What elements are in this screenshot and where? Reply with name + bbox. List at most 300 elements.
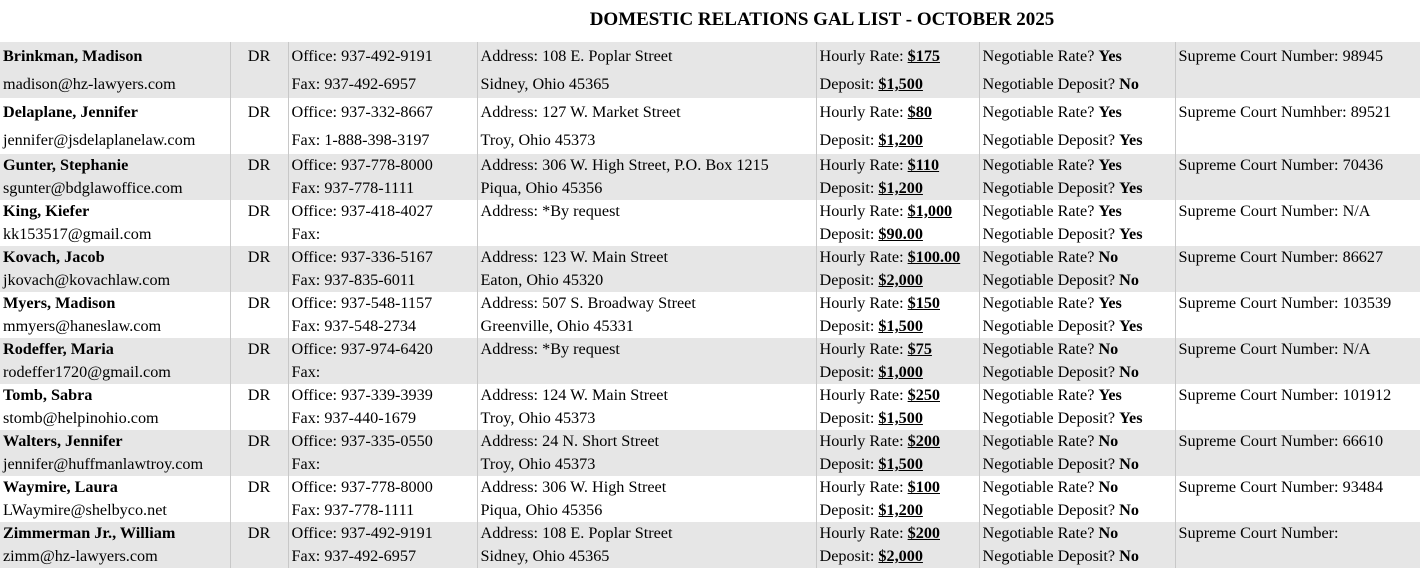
table-row bbox=[0, 338, 1420, 384]
negotiable-cell bbox=[979, 292, 1175, 338]
address-line-2: Sidney, Ohio 45365 bbox=[480, 547, 610, 565]
phone-cell bbox=[288, 154, 477, 200]
negotiable-rate-line bbox=[983, 292, 1175, 315]
negotiable-cell bbox=[979, 338, 1175, 384]
case-type: DR bbox=[247, 156, 271, 174]
name-cell bbox=[0, 430, 230, 476]
attorney-name: Myers, Madison bbox=[3, 294, 116, 312]
negotiable-cell bbox=[979, 200, 1175, 246]
phone-cell bbox=[288, 338, 477, 384]
negotiable-rate-line bbox=[983, 430, 1175, 453]
phone-cell bbox=[288, 292, 477, 338]
fax-number: Fax: bbox=[291, 225, 321, 243]
hourly-rate-label: Hourly Rate: bbox=[819, 202, 908, 220]
negotiable-deposit-line bbox=[983, 361, 1175, 384]
hourly-rate-value: $110 bbox=[907, 156, 940, 174]
hourly-rate-value: $80 bbox=[907, 103, 932, 121]
address-cell bbox=[477, 476, 816, 522]
gal-table bbox=[0, 42, 1420, 568]
table-row bbox=[0, 522, 1420, 568]
attorney-name: Walters, Jennifer bbox=[3, 432, 123, 450]
negotiable-rate-line bbox=[983, 384, 1175, 407]
address-line-1: Address: 507 S. Broadway Street bbox=[480, 294, 696, 312]
rate-cell bbox=[816, 200, 979, 246]
case-type: DR bbox=[247, 294, 271, 312]
office-phone: Office: 937-492-9191 bbox=[291, 47, 433, 65]
address-cell bbox=[477, 246, 816, 292]
negotiable-rate-value: No bbox=[1098, 478, 1119, 496]
name-cell bbox=[0, 98, 230, 154]
case-type: DR bbox=[247, 202, 271, 220]
supreme-court-number: Supreme Court Number: 70436 bbox=[1178, 156, 1384, 174]
address-cell bbox=[477, 338, 816, 384]
deposit-value: $1,500 bbox=[878, 409, 923, 427]
negotiable-deposit-value: Yes bbox=[1119, 409, 1143, 427]
negotiable-deposit-line bbox=[983, 223, 1175, 246]
table-row bbox=[0, 154, 1420, 200]
address-line-1: Address: *By request bbox=[480, 202, 620, 220]
deposit-label: Deposit: bbox=[819, 131, 879, 149]
fax-number: Fax: 937-778-1111 bbox=[291, 179, 415, 197]
hourly-rate-value: $1,000 bbox=[907, 202, 953, 220]
office-phone: Office: 937-418-4027 bbox=[291, 202, 433, 220]
hourly-rate-line bbox=[820, 338, 979, 361]
deposit-label: Deposit: bbox=[819, 501, 879, 519]
address-cell bbox=[477, 522, 816, 568]
deposit-line bbox=[820, 545, 979, 568]
name-cell bbox=[0, 476, 230, 522]
email-address[interactable]: kk153517@gmail.com bbox=[3, 225, 152, 243]
hourly-rate-line bbox=[820, 42, 979, 70]
fax-number: Fax: 1-888-398-3197 bbox=[291, 131, 430, 149]
attorney-name: Waymire, Laura bbox=[3, 478, 118, 496]
office-phone: Office: 937-332-8667 bbox=[291, 103, 433, 121]
phone-cell bbox=[288, 98, 477, 154]
negotiable-deposit-value: No bbox=[1119, 501, 1139, 519]
negotiable-rate-line bbox=[983, 154, 1175, 177]
address-cell bbox=[477, 154, 816, 200]
hourly-rate-label: Hourly Rate: bbox=[819, 432, 908, 450]
email-address[interactable]: mmyers@haneslaw.com bbox=[3, 317, 162, 335]
negotiable-rate-value: Yes bbox=[1098, 103, 1122, 121]
table-row bbox=[0, 476, 1420, 522]
supreme-court-cell bbox=[1175, 292, 1420, 338]
negotiable-rate-label: Negotiable Rate? bbox=[982, 248, 1099, 266]
rate-cell bbox=[816, 338, 979, 384]
negotiable-cell bbox=[979, 430, 1175, 476]
supreme-court-number: Supreme Court Numhber: 89521 bbox=[1178, 103, 1392, 121]
negotiable-rate-value: No bbox=[1098, 524, 1119, 542]
deposit-line bbox=[820, 126, 979, 154]
office-phone: Office: 937-974-6420 bbox=[291, 340, 433, 358]
hourly-rate-label: Hourly Rate: bbox=[819, 248, 908, 266]
case-type: DR bbox=[247, 432, 271, 450]
rate-cell bbox=[816, 522, 979, 568]
supreme-court-cell bbox=[1175, 154, 1420, 200]
negotiable-deposit-label: Negotiable Deposit? bbox=[982, 225, 1120, 243]
rate-cell bbox=[816, 98, 979, 154]
negotiable-rate-line bbox=[983, 42, 1175, 70]
supreme-court-number: Supreme Court Number: 98945 bbox=[1178, 47, 1384, 65]
office-phone: Office: 937-778-8000 bbox=[291, 156, 433, 174]
negotiable-rate-line bbox=[983, 98, 1175, 126]
supreme-court-number: Supreme Court Number: 86627 bbox=[1178, 248, 1384, 266]
office-phone: Office: 937-339-3939 bbox=[291, 386, 433, 404]
negotiable-rate-label: Negotiable Rate? bbox=[982, 103, 1099, 121]
hourly-rate-line bbox=[820, 98, 979, 126]
supreme-court-number: Supreme Court Number: 66610 bbox=[1178, 432, 1384, 450]
hourly-rate-label: Hourly Rate: bbox=[819, 340, 908, 358]
address-cell bbox=[477, 42, 816, 98]
negotiable-deposit-label: Negotiable Deposit? bbox=[982, 131, 1120, 149]
negotiable-rate-label: Negotiable Rate? bbox=[982, 294, 1099, 312]
address-cell bbox=[477, 292, 816, 338]
negotiable-cell bbox=[979, 522, 1175, 568]
deposit-label: Deposit: bbox=[819, 271, 879, 289]
address-line-1: Address: 306 W. High Street, P.O. Box 1215 bbox=[480, 156, 769, 174]
table-row bbox=[0, 430, 1420, 476]
attorney-name: Delaplane, Jennifer bbox=[3, 103, 138, 121]
case-type-cell bbox=[230, 292, 288, 338]
negotiable-deposit-line bbox=[983, 499, 1175, 522]
name-cell bbox=[0, 246, 230, 292]
document-title: DOMESTIC RELATIONS GAL LIST - OCTOBER 2025 bbox=[589, 9, 1055, 30]
deposit-line bbox=[820, 70, 979, 98]
negotiable-rate-value: Yes bbox=[1098, 386, 1122, 404]
supreme-court-cell bbox=[1175, 384, 1420, 430]
negotiable-deposit-value: No bbox=[1119, 75, 1139, 93]
hourly-rate-line bbox=[820, 154, 979, 177]
rate-cell bbox=[816, 154, 979, 200]
office-phone: Office: 937-335-0550 bbox=[291, 432, 433, 450]
address-line-1: Address: *By request bbox=[480, 340, 620, 358]
name-cell bbox=[0, 338, 230, 384]
attorney-name: King, Kiefer bbox=[3, 202, 90, 220]
hourly-rate-line bbox=[820, 430, 979, 453]
deposit-line bbox=[820, 223, 979, 246]
attorney-name: Rodeffer, Maria bbox=[3, 340, 114, 358]
deposit-value: $90.00 bbox=[878, 225, 923, 243]
hourly-rate-value: $75 bbox=[907, 340, 932, 358]
email-address[interactable]: jennifer@jsdelaplanelaw.com bbox=[3, 131, 196, 149]
fax-number: Fax: 937-548-2734 bbox=[291, 317, 417, 335]
deposit-value: $1,500 bbox=[878, 317, 923, 335]
hourly-rate-label: Hourly Rate: bbox=[819, 294, 908, 312]
deposit-value: $1,500 bbox=[878, 75, 923, 93]
hourly-rate-line bbox=[820, 476, 979, 499]
negotiable-cell bbox=[979, 154, 1175, 200]
deposit-label: Deposit: bbox=[819, 547, 879, 565]
negotiable-deposit-line bbox=[983, 545, 1175, 568]
fax-number: Fax: 937-492-6957 bbox=[291, 547, 417, 565]
negotiable-deposit-line bbox=[983, 269, 1175, 292]
supreme-court-cell bbox=[1175, 246, 1420, 292]
address-line-1: Address: 108 E. Poplar Street bbox=[480, 47, 673, 65]
case-type: DR bbox=[247, 103, 271, 121]
address-line-1: Address: 127 W. Market Street bbox=[480, 103, 681, 121]
hourly-rate-line bbox=[820, 522, 979, 545]
hourly-rate-label: Hourly Rate: bbox=[819, 524, 908, 542]
negotiable-rate-label: Negotiable Rate? bbox=[982, 478, 1099, 496]
case-type: DR bbox=[247, 340, 271, 358]
name-cell bbox=[0, 200, 230, 246]
negotiable-deposit-line bbox=[983, 407, 1175, 430]
case-type: DR bbox=[247, 386, 271, 404]
hourly-rate-line bbox=[820, 292, 979, 315]
supreme-court-cell bbox=[1175, 200, 1420, 246]
address-cell bbox=[477, 430, 816, 476]
deposit-value: $2,000 bbox=[878, 547, 923, 565]
negotiable-deposit-line bbox=[983, 70, 1175, 98]
fax-number: Fax: 937-835-6011 bbox=[291, 271, 416, 289]
negotiable-deposit-label: Negotiable Deposit? bbox=[982, 271, 1120, 289]
attorney-name: Tomb, Sabra bbox=[3, 386, 93, 404]
case-type: DR bbox=[247, 478, 271, 496]
address-line-1: Address: 108 E. Poplar Street bbox=[480, 524, 673, 542]
name-cell bbox=[0, 384, 230, 430]
negotiable-rate-label: Negotiable Rate? bbox=[982, 524, 1099, 542]
negotiable-rate-line bbox=[983, 246, 1175, 269]
phone-cell bbox=[288, 246, 477, 292]
supreme-court-number: Supreme Court Number: 101912 bbox=[1178, 386, 1392, 404]
address-line-2: Troy, Ohio 45373 bbox=[480, 131, 596, 149]
hourly-rate-value: $100.00 bbox=[907, 248, 961, 266]
table-row bbox=[0, 246, 1420, 292]
negotiable-deposit-label: Negotiable Deposit? bbox=[982, 179, 1120, 197]
phone-cell bbox=[288, 200, 477, 246]
case-type-cell bbox=[230, 430, 288, 476]
email-address[interactable]: stomb@helpinohio.com bbox=[3, 409, 159, 427]
case-type: DR bbox=[247, 524, 271, 542]
deposit-line bbox=[820, 269, 979, 292]
address-line-1: Address: 123 W. Main Street bbox=[480, 248, 668, 266]
negotiable-cell bbox=[979, 384, 1175, 430]
office-phone: Office: 937-492-9191 bbox=[291, 524, 433, 542]
negotiable-deposit-value: Yes bbox=[1119, 317, 1143, 335]
hourly-rate-label: Hourly Rate: bbox=[819, 478, 908, 496]
fax-number: Fax: bbox=[291, 455, 321, 473]
address-cell bbox=[477, 384, 816, 430]
case-type-cell bbox=[230, 154, 288, 200]
negotiable-deposit-value: Yes bbox=[1119, 225, 1143, 243]
negotiable-deposit-value: No bbox=[1119, 547, 1139, 565]
case-type-cell bbox=[230, 338, 288, 384]
negotiable-rate-line bbox=[983, 338, 1175, 361]
hourly-rate-value: $175 bbox=[907, 47, 940, 65]
deposit-label: Deposit: bbox=[819, 317, 879, 335]
address-cell bbox=[477, 98, 816, 154]
supreme-court-number: Supreme Court Number: 103539 bbox=[1178, 294, 1392, 312]
deposit-line bbox=[820, 499, 979, 522]
phone-cell bbox=[288, 522, 477, 568]
supreme-court-cell bbox=[1175, 522, 1420, 568]
negotiable-rate-label: Negotiable Rate? bbox=[982, 340, 1099, 358]
hourly-rate-line bbox=[820, 200, 979, 223]
address-line-1: Address: 24 N. Short Street bbox=[480, 432, 659, 450]
rate-cell bbox=[816, 292, 979, 338]
hourly-rate-value: $150 bbox=[907, 294, 940, 312]
deposit-label: Deposit: bbox=[819, 455, 879, 473]
negotiable-rate-label: Negotiable Rate? bbox=[982, 156, 1099, 174]
table-row bbox=[0, 292, 1420, 338]
negotiable-rate-line bbox=[983, 200, 1175, 223]
case-type-cell bbox=[230, 200, 288, 246]
negotiable-rate-value: Yes bbox=[1098, 294, 1122, 312]
address-line-1: Address: 124 W. Main Street bbox=[480, 386, 668, 404]
address-line-2: Troy, Ohio 45373 bbox=[480, 409, 596, 427]
case-type-cell bbox=[230, 476, 288, 522]
hourly-rate-value: $200 bbox=[907, 432, 940, 450]
deposit-value: $1,200 bbox=[878, 179, 923, 197]
hourly-rate-label: Hourly Rate: bbox=[819, 47, 908, 65]
office-phone: Office: 937-778-8000 bbox=[291, 478, 433, 496]
negotiable-deposit-value: No bbox=[1119, 363, 1139, 381]
negotiable-deposit-value: Yes bbox=[1119, 179, 1143, 197]
supreme-court-number: Supreme Court Number: 93484 bbox=[1178, 478, 1384, 496]
supreme-court-number: Supreme Court Number: bbox=[1178, 524, 1339, 542]
deposit-value: $1,200 bbox=[878, 131, 923, 149]
office-phone: Office: 937-336-5167 bbox=[291, 248, 433, 266]
deposit-value: $1,500 bbox=[878, 455, 923, 473]
case-type-cell bbox=[230, 98, 288, 154]
email-address[interactable]: jennifer@huffmanlawtroy.com bbox=[3, 455, 204, 473]
supreme-court-cell bbox=[1175, 42, 1420, 98]
case-type-cell bbox=[230, 384, 288, 430]
deposit-label: Deposit: bbox=[819, 225, 879, 243]
supreme-court-cell bbox=[1175, 430, 1420, 476]
rate-cell bbox=[816, 246, 979, 292]
case-type: DR bbox=[247, 47, 271, 65]
negotiable-deposit-line bbox=[983, 177, 1175, 200]
gal-table-body bbox=[0, 42, 1420, 568]
supreme-court-number: Supreme Court Number: N/A bbox=[1178, 202, 1371, 220]
phone-cell bbox=[288, 384, 477, 430]
case-type-cell bbox=[230, 246, 288, 292]
attorney-name: Zimmerman Jr., William bbox=[3, 524, 176, 542]
negotiable-cell bbox=[979, 476, 1175, 522]
phone-cell bbox=[288, 430, 477, 476]
case-type-cell bbox=[230, 522, 288, 568]
email-address[interactable]: zimm@hz-lawyers.com bbox=[3, 547, 158, 565]
negotiable-cell bbox=[979, 246, 1175, 292]
address-line-2: Troy, Ohio 45373 bbox=[480, 455, 596, 473]
rate-cell bbox=[816, 384, 979, 430]
address-line-1: Address: 306 W. High Street bbox=[480, 478, 667, 496]
hourly-rate-label: Hourly Rate: bbox=[819, 156, 908, 174]
rate-cell bbox=[816, 430, 979, 476]
negotiable-rate-label: Negotiable Rate? bbox=[982, 386, 1099, 404]
table-row bbox=[0, 384, 1420, 430]
name-cell bbox=[0, 522, 230, 568]
hourly-rate-label: Hourly Rate: bbox=[819, 103, 908, 121]
negotiable-rate-value: Yes bbox=[1098, 202, 1122, 220]
negotiable-deposit-line bbox=[983, 315, 1175, 338]
email-address[interactable]: madison@hz-lawyers.com bbox=[3, 75, 176, 93]
fax-number: Fax: 937-440-1679 bbox=[291, 409, 417, 427]
hourly-rate-value: $200 bbox=[907, 524, 940, 542]
negotiable-deposit-label: Negotiable Deposit? bbox=[982, 75, 1120, 93]
negotiable-cell bbox=[979, 98, 1175, 154]
attorney-name: Brinkman, Madison bbox=[3, 47, 143, 65]
negotiable-deposit-label: Negotiable Deposit? bbox=[982, 409, 1120, 427]
phone-cell bbox=[288, 42, 477, 98]
hourly-rate-value: $250 bbox=[907, 386, 940, 404]
address-line-2: Sidney, Ohio 45365 bbox=[480, 75, 610, 93]
name-cell bbox=[0, 42, 230, 98]
deposit-line bbox=[820, 361, 979, 384]
case-type: DR bbox=[247, 248, 271, 266]
negotiable-rate-line bbox=[983, 476, 1175, 499]
deposit-line bbox=[820, 177, 979, 200]
negotiable-deposit-line bbox=[983, 126, 1175, 154]
negotiable-rate-value: Yes bbox=[1098, 47, 1122, 65]
negotiable-deposit-label: Negotiable Deposit? bbox=[982, 547, 1120, 565]
fax-number: Fax: bbox=[291, 363, 321, 381]
attorney-name: Gunter, Stephanie bbox=[3, 156, 129, 174]
negotiable-deposit-label: Negotiable Deposit? bbox=[982, 455, 1120, 473]
table-row bbox=[0, 200, 1420, 246]
supreme-court-cell bbox=[1175, 476, 1420, 522]
deposit-value: $1,200 bbox=[878, 501, 923, 519]
table-row bbox=[0, 42, 1420, 98]
hourly-rate-line bbox=[820, 246, 979, 269]
negotiable-deposit-value: No bbox=[1119, 455, 1139, 473]
deposit-line bbox=[820, 407, 979, 430]
supreme-court-cell bbox=[1175, 98, 1420, 154]
negotiable-deposit-value: Yes bbox=[1119, 131, 1143, 149]
negotiable-rate-value: No bbox=[1098, 340, 1119, 358]
negotiable-deposit-label: Negotiable Deposit? bbox=[982, 317, 1120, 335]
deposit-value: $1,000 bbox=[878, 363, 923, 381]
negotiable-rate-label: Negotiable Rate? bbox=[982, 432, 1099, 450]
negotiable-rate-value: No bbox=[1098, 248, 1119, 266]
negotiable-rate-line bbox=[983, 522, 1175, 545]
address-line-2: Piqua, Ohio 45356 bbox=[480, 179, 603, 197]
fax-number: Fax: 937-492-6957 bbox=[291, 75, 417, 93]
negotiable-rate-value: No bbox=[1098, 432, 1119, 450]
name-cell bbox=[0, 154, 230, 200]
negotiable-deposit-value: No bbox=[1119, 271, 1139, 289]
negotiable-deposit-label: Negotiable Deposit? bbox=[982, 363, 1120, 381]
negotiable-deposit-label: Negotiable Deposit? bbox=[982, 501, 1120, 519]
deposit-value: $2,000 bbox=[878, 271, 923, 289]
office-phone: Office: 937-548-1157 bbox=[291, 294, 433, 312]
deposit-line bbox=[820, 453, 979, 476]
email-address[interactable]: rodeffer1720@gmail.com bbox=[3, 363, 171, 381]
deposit-label: Deposit: bbox=[819, 409, 879, 427]
deposit-label: Deposit: bbox=[819, 363, 879, 381]
attorney-name: Kovach, Jacob bbox=[3, 248, 105, 266]
negotiable-cell bbox=[979, 42, 1175, 98]
negotiable-rate-label: Negotiable Rate? bbox=[982, 202, 1099, 220]
negotiable-deposit-line bbox=[983, 453, 1175, 476]
negotiable-rate-label: Negotiable Rate? bbox=[982, 47, 1099, 65]
table-row bbox=[0, 98, 1420, 154]
email-address[interactable]: sgunter@bdglawoffice.com bbox=[3, 179, 183, 197]
supreme-court-number: Supreme Court Number: N/A bbox=[1178, 340, 1371, 358]
phone-cell bbox=[288, 476, 477, 522]
address-line-2: Piqua, Ohio 45356 bbox=[480, 501, 603, 519]
email-address[interactable]: LWaymire@shelbyco.net bbox=[3, 501, 167, 519]
address-line-2: Greenville, Ohio 45331 bbox=[480, 317, 634, 335]
email-address[interactable]: jkovach@kovachlaw.com bbox=[3, 271, 171, 289]
deposit-line bbox=[820, 315, 979, 338]
fax-number: Fax: 937-778-1111 bbox=[291, 501, 415, 519]
negotiable-rate-value: Yes bbox=[1098, 156, 1122, 174]
hourly-rate-line bbox=[820, 384, 979, 407]
address-line-2: Eaton, Ohio 45320 bbox=[480, 271, 604, 289]
supreme-court-cell bbox=[1175, 338, 1420, 384]
